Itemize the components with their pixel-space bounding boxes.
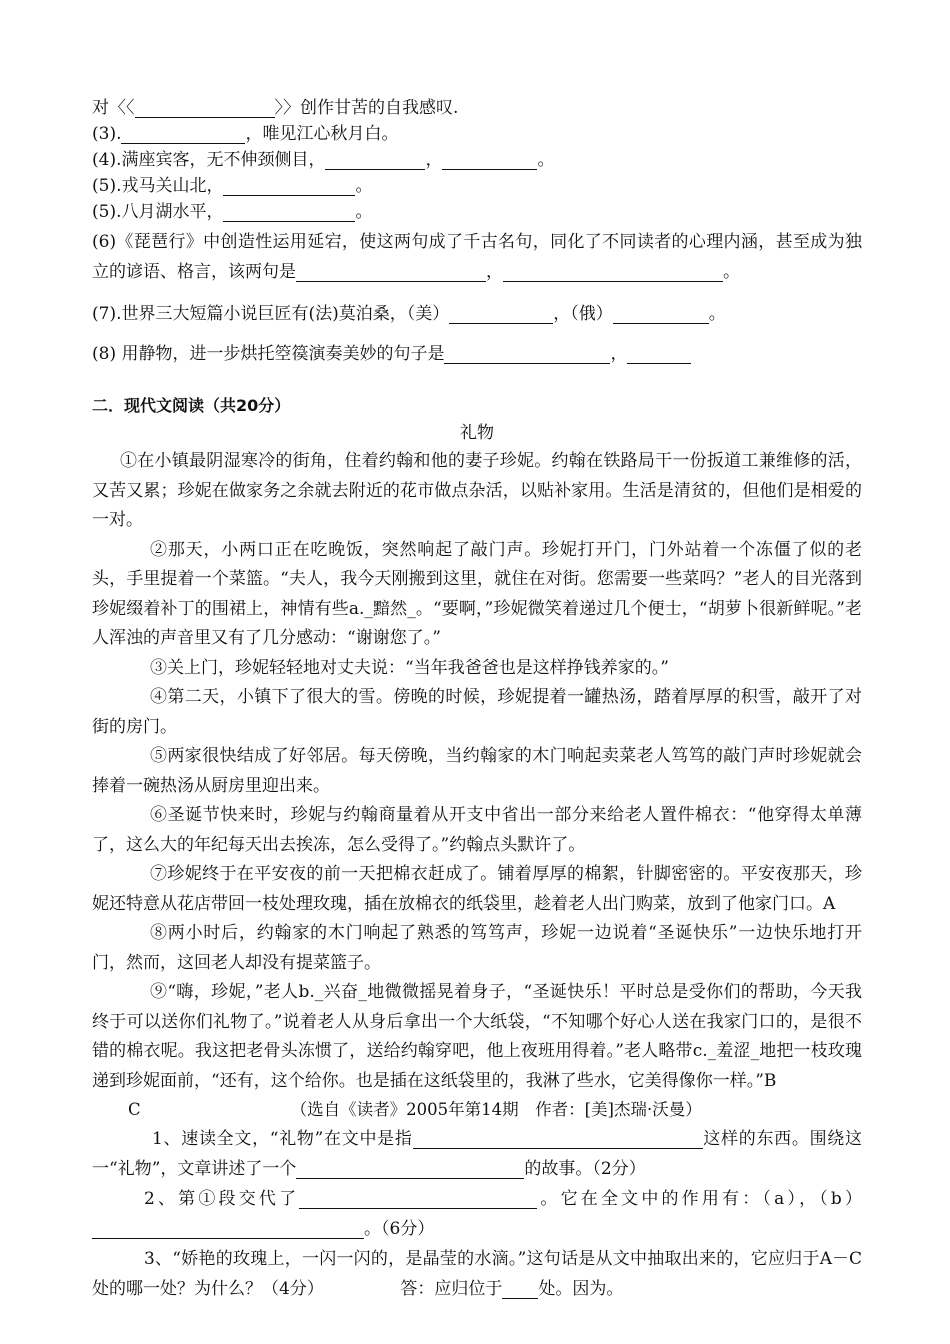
answer-blank[interactable] [223,175,355,196]
text: 处。因为 [538,1279,607,1299]
answer-blank[interactable] [92,1218,364,1239]
source-line [92,1096,862,1124]
marked-word: _兴奋_ [314,982,367,1002]
text: 。 [606,1279,624,1299]
paragraph-4: ④第二天，小镇下了很大的雪。傍晚的时候，珍妮提着一罐热汤，踏着厚厚的积雪，敲开了对街的房门。 [92,687,862,737]
answer-blank[interactable] [135,97,275,118]
line-0 [92,95,862,121]
text: ，唯见江心秋月白。 [245,124,399,144]
answer-blank[interactable] [502,1278,538,1299]
text: 的故事。（2分） [524,1159,646,1179]
article-title: 礼物 [460,423,494,443]
answer-blank[interactable] [627,343,691,364]
text: (7).世界三大短篇小说巨匠有(法)莫泊桑，（美） [92,304,450,324]
paragraph-1: ①在小镇最阴湿寒冷的街角，住着约翰和他的妻子珍妮。约翰在铁路局干一份扳道工兼维修的活，又苦又累；珍妮在做家务之余就去附近的花市做点杂活，以贴补家用。生活是清贫的，但他们是相爱的一对。 [92,451,862,530]
text: 2、第①段交代了 [144,1189,300,1209]
text: ，（b） [799,1189,862,1209]
text: 这样的东西。围绕这一“礼物”，文章讲述了一个 [92,1129,863,1179]
text: 。 [355,176,373,196]
line-7 [92,301,862,327]
answer-blank[interactable] [325,149,425,170]
answer-blank[interactable] [503,261,723,282]
text: 地把一枝玫瑰递到珍妮面前，“还有，这个给你。也是插在这纸袋里的，我淋了些水，它美得像你一样。”B [92,1041,863,1091]
text: 3、“娇艳的玫瑰上，一闪一闪的，是晶莹的水滴。”这句话是从文中抽取出来的，它应归于A－C处的哪一处？为什么？（4分） 答：应归位于 [92,1249,862,1299]
text: 〉〉创作甘苦的自我感叹. [274,98,459,118]
question-2 [92,1184,862,1244]
line-4 [92,147,862,173]
text: (3). [92,124,122,144]
line-5b [92,199,862,225]
paragraph-9 [92,978,862,1096]
answer-blank[interactable] [296,261,486,282]
answer-blank[interactable] [444,343,610,364]
answer-blank[interactable] [299,1188,537,1209]
source-citation: （选自《读者》2005年第14期 作者：[美]杰瑞·沃曼） [290,1100,702,1119]
position-marker-c: C [128,1100,141,1119]
text: 。 [355,202,373,222]
paragraph-7: ⑦珍妮终于在平安夜的前一天把棉衣赶成了。铺着厚厚的棉絮，针脚密密的。平安夜那天，珍妮还特意从花店带回一枝处理玫瑰，插在放棉衣的纸袋里，趁着老人出门购菜，放到了他家门口。A [92,864,862,914]
line-5a [92,173,862,199]
answer-blank[interactable] [413,1128,703,1149]
text: 。（6分） [364,1219,435,1239]
answer-blank[interactable] [223,201,355,222]
paragraph-2 [92,536,862,654]
line-6 [92,227,862,287]
text: ，（俄） [553,304,613,324]
text: 。 [537,150,555,170]
paragraph-8: ⑧两小时后，约翰家的木门响起了熟悉的笃笃声，珍妮一边说着“圣诞快乐”一边快乐地打开门，然而，这回老人却没有提菜篮子。 [92,923,862,973]
paragraph-6: ⑥圣诞节快来时，珍妮与约翰商量着从开支中省出一部分来给老人置件棉衣：“他穿得太单薄了，这么大的年纪每天出去挨冻，怎么受得了。”约翰点头默许了。 [92,805,862,855]
question-3 [92,1244,862,1304]
text: 1、速读全文，“礼物”在文中是指 [152,1129,413,1149]
section-heading: 二．现代文阅读（共20分） [92,396,291,415]
answer-blank[interactable] [613,303,709,324]
answer-blank[interactable] [121,123,245,144]
text: 。 [708,304,726,324]
text: (6)《琵琶行》中创造性运用延宕，使这两句成了千古名句，同化了不同读者的心理内涵，甚至成为独立的谚语、格言，该两句是 [92,232,862,282]
text: (5).八月湖水平， [92,202,224,222]
paragraph-3: ③关上门，珍妮轻轻地对丈夫说：“当年我爸爸也是这样挣钱养家的。” [150,657,669,678]
text: (4).满座宾客，无不伸颈侧目， [92,150,326,170]
text: 。它在全文中的作用有：（a） [537,1189,800,1209]
text: ， [425,150,443,170]
text: 对〈〈 [92,98,135,118]
paragraph-5: ⑤两家很快结成了好邻居。每天傍晚，当约翰家的木门响起卖菜老人笃笃的敲门声时珍妮就会捧着一碗热汤从厨房里迎出来。 [92,746,862,796]
text: (5).戎马关山北， [92,176,224,196]
text: ⑨“嗨，珍妮，”老人b. [150,982,315,1002]
question-1 [92,1124,862,1184]
text: (8) 用静物，进一步烘托箜篌演奏美妙的句子是 [92,344,445,364]
text: ②那天，小两口正在吃晚饭，突然响起了敲门声。珍妮打开门，门外站着一个冻僵了似的老头，手里提着一个菜篮。“夫人，我今天刚搬到这里，就住在对街。您需要一些菜吗？”老人的目光落到珍妮缀着补丁的围裙上，神情有些a. [92,539,862,619]
marked-word: _黯然_ [364,598,416,619]
text: ， [486,262,503,282]
text: ， [610,344,628,364]
exam-page [92,95,862,1304]
answer-blank[interactable] [442,149,537,170]
line-3 [92,121,862,147]
answer-blank[interactable] [296,1158,524,1179]
line-8 [92,341,862,367]
text: 。“要啊，”珍妮微笑着递过几个便士，“胡萝卜很新鲜呢。”老人浑浊的声音里又有了几分感动：“谢谢您了。” [92,598,863,648]
text: 地微微摇晃着身子，“圣诞快乐！平时总是受你们的帮助，今天我终于可以送你们礼物了。”说着老人从身后拿出一个大纸袋，“不知哪个好心人送在我家门口的，是很不错的棉衣呢。我这把老骨头冻惯了，送给约翰穿吧，他上夜班用得着。”老人略带c. [92,982,863,1061]
marked-word: _羞涩_ [707,1041,760,1061]
text: 。 [723,262,740,282]
answer-blank[interactable] [449,303,553,324]
